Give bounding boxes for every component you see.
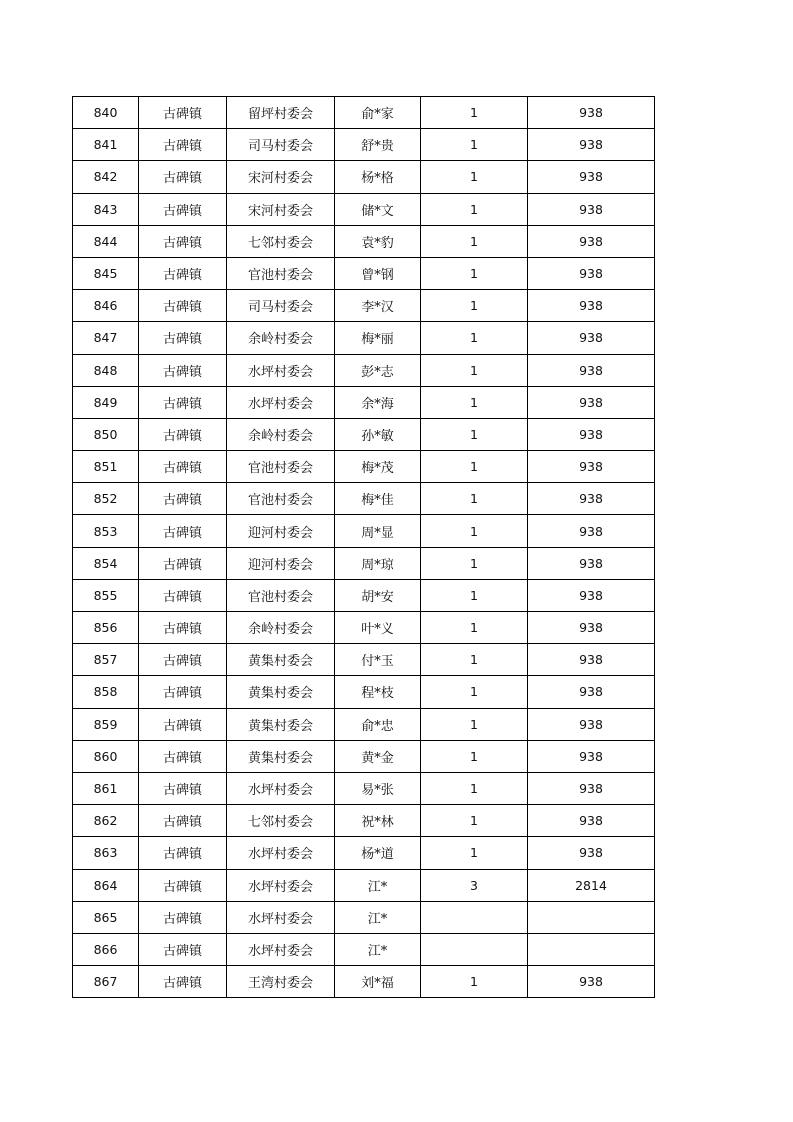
town-cell: 古碑镇 bbox=[139, 901, 227, 933]
amount-cell: 938 bbox=[528, 547, 655, 579]
town-cell: 古碑镇 bbox=[139, 966, 227, 998]
amount-cell: 938 bbox=[528, 418, 655, 450]
count-cell: 3 bbox=[421, 869, 528, 901]
person-name-cell: 俞*忠 bbox=[335, 708, 421, 740]
town-cell: 古碑镇 bbox=[139, 933, 227, 965]
village-committee-cell: 余岭村委会 bbox=[227, 418, 335, 450]
count-cell: 1 bbox=[421, 966, 528, 998]
serial-number-cell: 846 bbox=[73, 290, 139, 322]
amount-cell: 938 bbox=[528, 579, 655, 611]
serial-number-cell: 866 bbox=[73, 933, 139, 965]
village-committee-cell: 宋河村委会 bbox=[227, 161, 335, 193]
amount-cell: 938 bbox=[528, 386, 655, 418]
table-row bbox=[73, 483, 655, 515]
town-cell: 古碑镇 bbox=[139, 772, 227, 804]
serial-number-cell: 841 bbox=[73, 129, 139, 161]
town-cell: 古碑镇 bbox=[139, 354, 227, 386]
count-cell: 1 bbox=[421, 515, 528, 547]
roster-table-body bbox=[73, 97, 655, 998]
table-row bbox=[73, 161, 655, 193]
serial-number-cell: 842 bbox=[73, 161, 139, 193]
village-committee-cell: 水坪村委会 bbox=[227, 901, 335, 933]
town-cell: 古碑镇 bbox=[139, 869, 227, 901]
person-name-cell: 叶*义 bbox=[335, 612, 421, 644]
table-row bbox=[73, 515, 655, 547]
count-cell: 1 bbox=[421, 354, 528, 386]
serial-number-cell: 843 bbox=[73, 193, 139, 225]
person-name-cell: 余*海 bbox=[335, 386, 421, 418]
table-row bbox=[73, 129, 655, 161]
serial-number-cell: 850 bbox=[73, 418, 139, 450]
amount-cell: 938 bbox=[528, 612, 655, 644]
count-cell: 1 bbox=[421, 772, 528, 804]
table-row bbox=[73, 322, 655, 354]
person-name-cell: 黄*金 bbox=[335, 740, 421, 772]
village-committee-cell: 黄集村委会 bbox=[227, 708, 335, 740]
serial-number-cell: 845 bbox=[73, 257, 139, 289]
person-name-cell: 俞*家 bbox=[335, 97, 421, 129]
town-cell: 古碑镇 bbox=[139, 225, 227, 257]
amount-cell: 938 bbox=[528, 740, 655, 772]
person-name-cell: 梅*佳 bbox=[335, 483, 421, 515]
town-cell: 古碑镇 bbox=[139, 418, 227, 450]
town-cell: 古碑镇 bbox=[139, 290, 227, 322]
table-row bbox=[73, 612, 655, 644]
amount-cell: 938 bbox=[528, 708, 655, 740]
table-row bbox=[73, 805, 655, 837]
serial-number-cell: 840 bbox=[73, 97, 139, 129]
count-cell: 1 bbox=[421, 322, 528, 354]
town-cell: 古碑镇 bbox=[139, 386, 227, 418]
village-committee-cell: 迎河村委会 bbox=[227, 515, 335, 547]
table-row bbox=[73, 966, 655, 998]
person-name-cell: 李*汉 bbox=[335, 290, 421, 322]
table-row bbox=[73, 290, 655, 322]
serial-number-cell: 863 bbox=[73, 837, 139, 869]
village-committee-cell: 七邻村委会 bbox=[227, 225, 335, 257]
person-name-cell: 付*玉 bbox=[335, 644, 421, 676]
count-cell: 1 bbox=[421, 161, 528, 193]
amount-cell: 938 bbox=[528, 161, 655, 193]
serial-number-cell: 851 bbox=[73, 451, 139, 483]
serial-number-cell: 856 bbox=[73, 612, 139, 644]
count-cell: 1 bbox=[421, 386, 528, 418]
serial-number-cell: 847 bbox=[73, 322, 139, 354]
serial-number-cell: 848 bbox=[73, 354, 139, 386]
count-cell: 1 bbox=[421, 612, 528, 644]
count-cell: 1 bbox=[421, 129, 528, 161]
village-committee-cell: 水坪村委会 bbox=[227, 933, 335, 965]
village-committee-cell: 黄集村委会 bbox=[227, 676, 335, 708]
town-cell: 古碑镇 bbox=[139, 451, 227, 483]
table-row bbox=[73, 772, 655, 804]
count-cell: 1 bbox=[421, 676, 528, 708]
person-name-cell: 易*张 bbox=[335, 772, 421, 804]
serial-number-cell: 857 bbox=[73, 644, 139, 676]
person-name-cell: 梅*茂 bbox=[335, 451, 421, 483]
village-committee-cell: 官池村委会 bbox=[227, 451, 335, 483]
count-cell: 1 bbox=[421, 644, 528, 676]
amount-cell: 938 bbox=[528, 837, 655, 869]
person-name-cell: 袁*豹 bbox=[335, 225, 421, 257]
count-cell bbox=[421, 901, 528, 933]
town-cell: 古碑镇 bbox=[139, 708, 227, 740]
village-committee-cell: 黄集村委会 bbox=[227, 644, 335, 676]
amount-cell: 938 bbox=[528, 966, 655, 998]
person-name-cell: 杨*道 bbox=[335, 837, 421, 869]
person-name-cell: 胡*安 bbox=[335, 579, 421, 611]
table-row bbox=[73, 386, 655, 418]
table-row bbox=[73, 901, 655, 933]
person-name-cell: 周*显 bbox=[335, 515, 421, 547]
village-committee-cell: 余岭村委会 bbox=[227, 612, 335, 644]
table-row bbox=[73, 257, 655, 289]
town-cell: 古碑镇 bbox=[139, 676, 227, 708]
serial-number-cell: 864 bbox=[73, 869, 139, 901]
table-row bbox=[73, 869, 655, 901]
person-name-cell: 江* bbox=[335, 901, 421, 933]
count-cell: 1 bbox=[421, 225, 528, 257]
table-row bbox=[73, 579, 655, 611]
table-row bbox=[73, 547, 655, 579]
amount-cell: 938 bbox=[528, 322, 655, 354]
count-cell: 1 bbox=[421, 290, 528, 322]
serial-number-cell: 867 bbox=[73, 966, 139, 998]
village-committee-cell: 宋河村委会 bbox=[227, 193, 335, 225]
amount-cell: 938 bbox=[528, 257, 655, 289]
village-committee-cell: 水坪村委会 bbox=[227, 386, 335, 418]
village-committee-cell: 七邻村委会 bbox=[227, 805, 335, 837]
village-committee-cell: 留坪村委会 bbox=[227, 97, 335, 129]
amount-cell: 938 bbox=[528, 290, 655, 322]
amount-cell: 938 bbox=[528, 483, 655, 515]
amount-cell: 938 bbox=[528, 451, 655, 483]
person-name-cell: 江* bbox=[335, 933, 421, 965]
amount-cell: 938 bbox=[528, 772, 655, 804]
table-row bbox=[73, 193, 655, 225]
person-name-cell: 舒*贵 bbox=[335, 129, 421, 161]
amount-cell: 938 bbox=[528, 97, 655, 129]
person-name-cell: 江* bbox=[335, 869, 421, 901]
count-cell: 1 bbox=[421, 257, 528, 289]
person-name-cell: 刘*福 bbox=[335, 966, 421, 998]
serial-number-cell: 855 bbox=[73, 579, 139, 611]
serial-number-cell: 859 bbox=[73, 708, 139, 740]
serial-number-cell: 862 bbox=[73, 805, 139, 837]
amount-cell bbox=[528, 933, 655, 965]
town-cell: 古碑镇 bbox=[139, 257, 227, 289]
town-cell: 古碑镇 bbox=[139, 97, 227, 129]
town-cell: 古碑镇 bbox=[139, 515, 227, 547]
town-cell: 古碑镇 bbox=[139, 579, 227, 611]
town-cell: 古碑镇 bbox=[139, 805, 227, 837]
serial-number-cell: 865 bbox=[73, 901, 139, 933]
count-cell: 1 bbox=[421, 193, 528, 225]
serial-number-cell: 861 bbox=[73, 772, 139, 804]
town-cell: 古碑镇 bbox=[139, 161, 227, 193]
village-committee-cell: 黄集村委会 bbox=[227, 740, 335, 772]
serial-number-cell: 853 bbox=[73, 515, 139, 547]
serial-number-cell: 852 bbox=[73, 483, 139, 515]
amount-cell bbox=[528, 901, 655, 933]
serial-number-cell: 858 bbox=[73, 676, 139, 708]
amount-cell: 938 bbox=[528, 676, 655, 708]
table-row bbox=[73, 933, 655, 965]
village-committee-cell: 司马村委会 bbox=[227, 290, 335, 322]
count-cell: 1 bbox=[421, 579, 528, 611]
count-cell bbox=[421, 933, 528, 965]
serial-number-cell: 854 bbox=[73, 547, 139, 579]
amount-cell: 938 bbox=[528, 515, 655, 547]
village-committee-cell: 水坪村委会 bbox=[227, 837, 335, 869]
village-committee-cell: 官池村委会 bbox=[227, 579, 335, 611]
person-name-cell: 杨*格 bbox=[335, 161, 421, 193]
person-name-cell: 彭*志 bbox=[335, 354, 421, 386]
person-name-cell: 祝*林 bbox=[335, 805, 421, 837]
town-cell: 古碑镇 bbox=[139, 193, 227, 225]
serial-number-cell: 849 bbox=[73, 386, 139, 418]
town-cell: 古碑镇 bbox=[139, 644, 227, 676]
serial-number-cell: 844 bbox=[73, 225, 139, 257]
person-name-cell: 储*文 bbox=[335, 193, 421, 225]
amount-cell: 938 bbox=[528, 225, 655, 257]
town-cell: 古碑镇 bbox=[139, 612, 227, 644]
table-row bbox=[73, 676, 655, 708]
village-committee-cell: 官池村委会 bbox=[227, 483, 335, 515]
amount-cell: 938 bbox=[528, 193, 655, 225]
person-name-cell: 周*琼 bbox=[335, 547, 421, 579]
town-cell: 古碑镇 bbox=[139, 837, 227, 869]
amount-cell: 938 bbox=[528, 129, 655, 161]
village-committee-cell: 王湾村委会 bbox=[227, 966, 335, 998]
table-row bbox=[73, 354, 655, 386]
amount-cell: 2814 bbox=[528, 869, 655, 901]
person-name-cell: 梅*丽 bbox=[335, 322, 421, 354]
village-committee-cell: 水坪村委会 bbox=[227, 354, 335, 386]
table-row bbox=[73, 708, 655, 740]
count-cell: 1 bbox=[421, 451, 528, 483]
amount-cell: 938 bbox=[528, 644, 655, 676]
count-cell: 1 bbox=[421, 483, 528, 515]
count-cell: 1 bbox=[421, 805, 528, 837]
count-cell: 1 bbox=[421, 418, 528, 450]
amount-cell: 938 bbox=[528, 805, 655, 837]
table-row bbox=[73, 740, 655, 772]
person-name-cell: 曾*钢 bbox=[335, 257, 421, 289]
table-row bbox=[73, 644, 655, 676]
person-name-cell: 程*枝 bbox=[335, 676, 421, 708]
table-row bbox=[73, 418, 655, 450]
village-committee-cell: 水坪村委会 bbox=[227, 869, 335, 901]
serial-number-cell: 860 bbox=[73, 740, 139, 772]
village-committee-cell: 官池村委会 bbox=[227, 257, 335, 289]
table-row bbox=[73, 451, 655, 483]
count-cell: 1 bbox=[421, 708, 528, 740]
table-row bbox=[73, 97, 655, 129]
village-committee-cell: 司马村委会 bbox=[227, 129, 335, 161]
village-committee-cell: 余岭村委会 bbox=[227, 322, 335, 354]
table-row bbox=[73, 837, 655, 869]
roster-table bbox=[72, 96, 655, 998]
count-cell: 1 bbox=[421, 837, 528, 869]
village-committee-cell: 水坪村委会 bbox=[227, 772, 335, 804]
table-row bbox=[73, 225, 655, 257]
town-cell: 古碑镇 bbox=[139, 483, 227, 515]
town-cell: 古碑镇 bbox=[139, 322, 227, 354]
count-cell: 1 bbox=[421, 547, 528, 579]
town-cell: 古碑镇 bbox=[139, 129, 227, 161]
count-cell: 1 bbox=[421, 740, 528, 772]
person-name-cell: 孙*敏 bbox=[335, 418, 421, 450]
amount-cell: 938 bbox=[528, 354, 655, 386]
village-committee-cell: 迎河村委会 bbox=[227, 547, 335, 579]
count-cell: 1 bbox=[421, 97, 528, 129]
town-cell: 古碑镇 bbox=[139, 547, 227, 579]
town-cell: 古碑镇 bbox=[139, 740, 227, 772]
